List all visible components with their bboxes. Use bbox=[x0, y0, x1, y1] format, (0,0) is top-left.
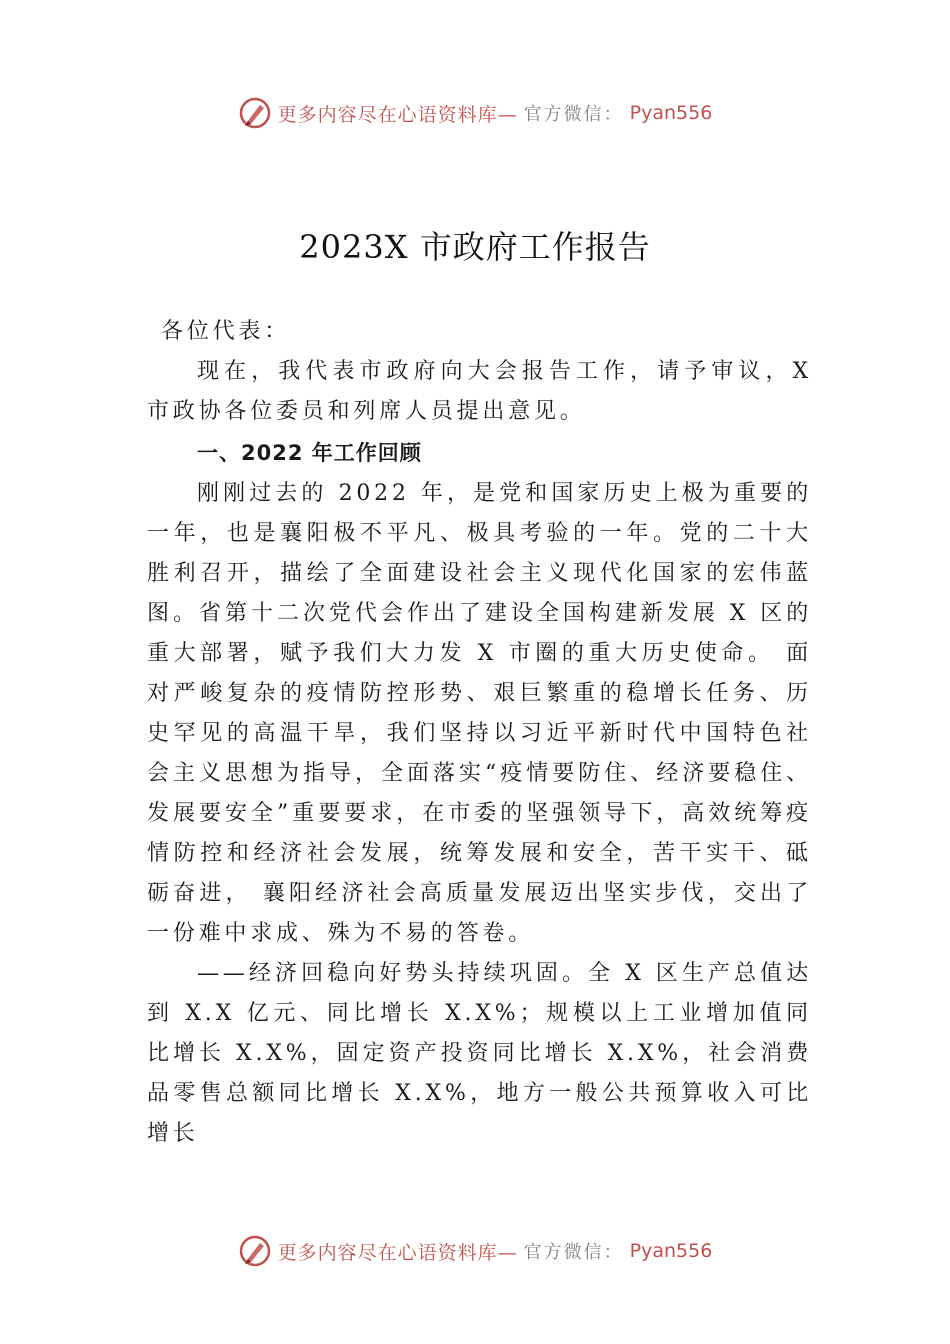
header-banner bbox=[0, 96, 950, 130]
banner-text: 更多内容尽在心语资料库— bbox=[277, 1241, 518, 1264]
document-body bbox=[147, 312, 812, 1154]
pen-logo-icon bbox=[238, 96, 272, 130]
footer-banner bbox=[0, 1234, 950, 1268]
document-title: 2023X 市政府工作报告 bbox=[299, 228, 651, 266]
banner-wechat-label: 官方微信： bbox=[523, 104, 624, 125]
banner-text: 更多内容尽在心语资料库— bbox=[277, 103, 518, 126]
banner-wechat-id: Pyan556 bbox=[629, 102, 713, 124]
salutation: 各位代表： bbox=[161, 319, 291, 344]
pen-logo-icon bbox=[238, 1234, 272, 1268]
paragraph-intro: 现在，我代表市政府向大会报告工作，请予审议，X 市政协各位委员和列席人员提出意见。 bbox=[147, 359, 812, 424]
paragraph-review: 刚刚过去的 2022 年，是党和国家历史上极为重要的一年，也是襄阳极不平凡、极具考验的一年。党的二十大胜利召开，描绘了全面建设社会主义现代化国家的宏伟蓝图。省第十二次党代会作出了建设全国构建新发展 X 区的重大部署，赋予我们大力发 X 市圈的重大历史使命。 面对严峻复杂的疫情防控形势、艰巨繁重的稳增长任务、历史罕见的高温干旱，我们坚持以习近平新时代中国特色社会主义思想为指导，全面落实“疫情要防住、经济要稳住、发展要安全”重要要求，在市委的坚强领导下，高效统筹疫情防控和经济社会发展，统筹发展和安全，苦干实干、砥砺奋进， 襄阳经济社会高质量发展迈出坚实步伐，交出了一份难中求成、殊为不易的答卷。 bbox=[147, 481, 812, 946]
paragraph-economy: ——经济回稳向好势头持续巩固。全 X 区生产总值达到 X.X 亿元、同比增长 X.X%；规模以上工业增加值同比增长 X.X%，固定资产投资同比增长 X.X%，社会消费品零售总额同比增长 X.X%，地方一般公共预算收入可比增长 bbox=[147, 961, 812, 1146]
banner-wechat-label: 官方微信： bbox=[523, 1242, 624, 1263]
section-heading: 一、2022 年工作回顾 bbox=[197, 441, 422, 465]
banner-wechat-id: Pyan556 bbox=[629, 1240, 713, 1262]
